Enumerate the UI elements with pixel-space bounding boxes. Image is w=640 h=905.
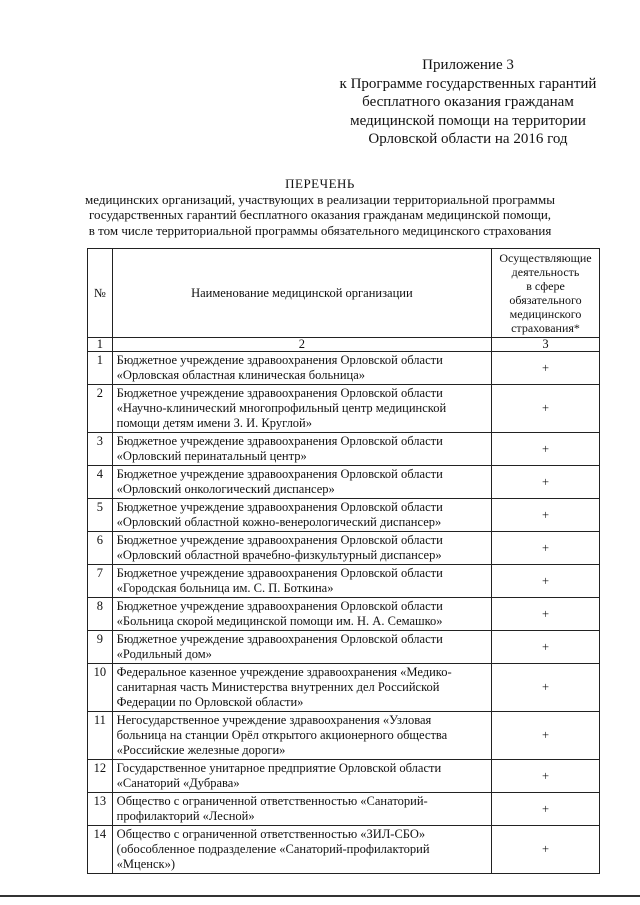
table-row [88,760,600,793]
oms-flag: + [492,499,600,532]
row-number: 13 [88,793,113,826]
org-name-line: «Орловский областной врачебно-физкультурный диспансер» [116,548,442,562]
org-name-line: Федеральное казенное учреждение здравоохранения «Медико- [116,665,452,679]
org-name-line: «Орловский областной кожно-венерологический диспансер» [116,515,442,529]
org-name-line: Федерации по Орловской области» [116,695,304,709]
org-name-line: больница на станции Орёл открытого акционерного общества [116,728,448,742]
org-name-line: Государственное унитарное предприятие Орловской области [116,761,442,775]
org-name-line: Бюджетное учреждение здравоохранения Орловской области [116,566,443,580]
org-name-line: (обособленное подразделение «Санаторий-профилакторий [116,842,430,856]
row-number: 6 [88,532,113,565]
heading-line: медицинских организаций, участвующих в реализации территориальной программы [85,191,555,207]
org-name-line: профилакторий «Лесной» [116,809,255,823]
org-name-line: Общество с ограниченной ответственностью «Санаторий- [116,794,428,808]
org-name [112,466,491,499]
org-name [112,760,491,793]
header-oms-line: Осуществляющие [499,251,592,265]
org-name [112,565,491,598]
appendix-line: бесплатного оказания гражданам [362,94,574,110]
org-name-line: «Больница скорой медицинской помощи им. Н. А. Семашко» [116,614,443,628]
column-index-row [88,338,600,352]
org-name-line: Бюджетное учреждение здравоохранения Орловской области [116,533,443,547]
oms-flag: + [492,352,600,385]
header-oms [492,249,600,338]
row-number: 10 [88,664,113,712]
oms-flag: + [492,760,600,793]
org-name-line: «Российские железные дороги» [116,743,286,757]
org-name-line: Бюджетное учреждение здравоохранения Орловской области [116,632,443,646]
row-number: 3 [88,433,113,466]
org-name [112,664,491,712]
table-row [88,433,600,466]
oms-flag: + [492,565,600,598]
org-name [112,532,491,565]
header-oms-line: деятельность [511,265,580,279]
org-name [112,826,491,874]
row-number: 2 [88,385,113,433]
org-name-line: Бюджетное учреждение здравоохранения Орловской области [116,386,443,400]
org-name-line: «Мценск») [116,857,175,871]
org-name-line: Бюджетное учреждение здравоохранения Орловской области [116,434,443,448]
table-row [88,385,600,433]
oms-flag: + [492,466,600,499]
header-name: Наименование медицинской организации [112,249,491,338]
org-name [112,598,491,631]
column-index: 2 [112,338,491,352]
row-number: 1 [88,352,113,385]
table-row [88,466,600,499]
row-number: 14 [88,826,113,874]
org-name-line: помощи детям имени З. И. Круглой» [116,416,312,430]
document-title: ПЕРЕЧЕНЬ [285,176,355,191]
oms-flag: + [492,385,600,433]
row-number: 4 [88,466,113,499]
table-row [88,664,600,712]
table-row [88,826,600,874]
header-oms-line: страхования* [511,321,580,335]
oms-flag: + [492,826,600,874]
oms-flag: + [492,631,600,664]
table-row [88,793,600,826]
org-name-line: санитарная часть Министерства внутренних дел Российской [116,680,440,694]
appendix-line: Приложение 3 [422,57,514,73]
table-row [88,532,600,565]
heading-line: в том числе территориальной программы обязательного медицинского страхования [88,222,552,238]
org-name-line: «Родильный дом» [116,647,212,661]
table-row [88,712,600,760]
column-index: 3 [492,338,600,352]
table-row [88,352,600,385]
appendix-line: к Программе государственных гарантий [339,75,597,92]
document-heading [0,176,640,238]
appendix-block [318,56,618,149]
org-name-line: «Санаторий «Дубрава» [116,776,240,790]
row-number: 12 [88,760,113,793]
org-name-line: «Городская больница им. С. П. Боткина» [116,581,334,595]
org-name [112,499,491,532]
org-name-line: «Орловская областная клиническая больница» [116,368,366,382]
org-name-line: Общество с ограниченной ответственностью «ЗИЛ-СБО» [116,827,426,841]
table-row [88,499,600,532]
header-oms-line: медицинского [509,307,582,321]
column-index: 1 [88,338,113,352]
appendix-line: Орловской области на 2016 год [368,131,568,147]
org-name-line: Бюджетное учреждение здравоохранения Орловской области [116,599,443,613]
organizations-table [87,248,600,874]
org-name-line: Бюджетное учреждение здравоохранения Орловской области [116,500,443,514]
org-name-line: «Научно-клинический многопрофильный центр медицинской [116,401,447,415]
org-name-line: «Орловский онкологический диспансер» [116,482,335,496]
oms-flag: + [492,598,600,631]
table-header-row [88,249,600,338]
row-number: 8 [88,598,113,631]
org-name [112,631,491,664]
header-oms-line: обязательного [509,293,582,307]
table-row [88,565,600,598]
org-name-line: Бюджетное учреждение здравоохранения Орловской области [116,353,443,367]
table-row [88,631,600,664]
page-bottom-rule [0,895,640,897]
org-name [112,352,491,385]
heading-line: государственных гарантий бесплатного оказания гражданам медицинской помощи, [88,207,552,222]
header-oms-line: в сфере [526,279,565,293]
row-number: 7 [88,565,113,598]
org-name [112,385,491,433]
oms-flag: + [492,433,600,466]
org-name [112,712,491,760]
row-number: 11 [88,712,113,760]
oms-flag: + [492,532,600,565]
oms-flag: + [492,793,600,826]
org-name-line: «Орловский перинатальный центр» [116,449,307,463]
table-row [88,598,600,631]
org-name-line: Бюджетное учреждение здравоохранения Орловской области [116,467,443,481]
appendix-line: медицинской помощи на территории [350,112,586,129]
org-name [112,433,491,466]
org-name-line: Негосударственное учреждение здравоохранения «Узловая [116,713,432,727]
oms-flag: + [492,664,600,712]
oms-flag: + [492,712,600,760]
row-number: 5 [88,499,113,532]
row-number: 9 [88,631,113,664]
org-name [112,793,491,826]
header-num: № [88,249,113,338]
